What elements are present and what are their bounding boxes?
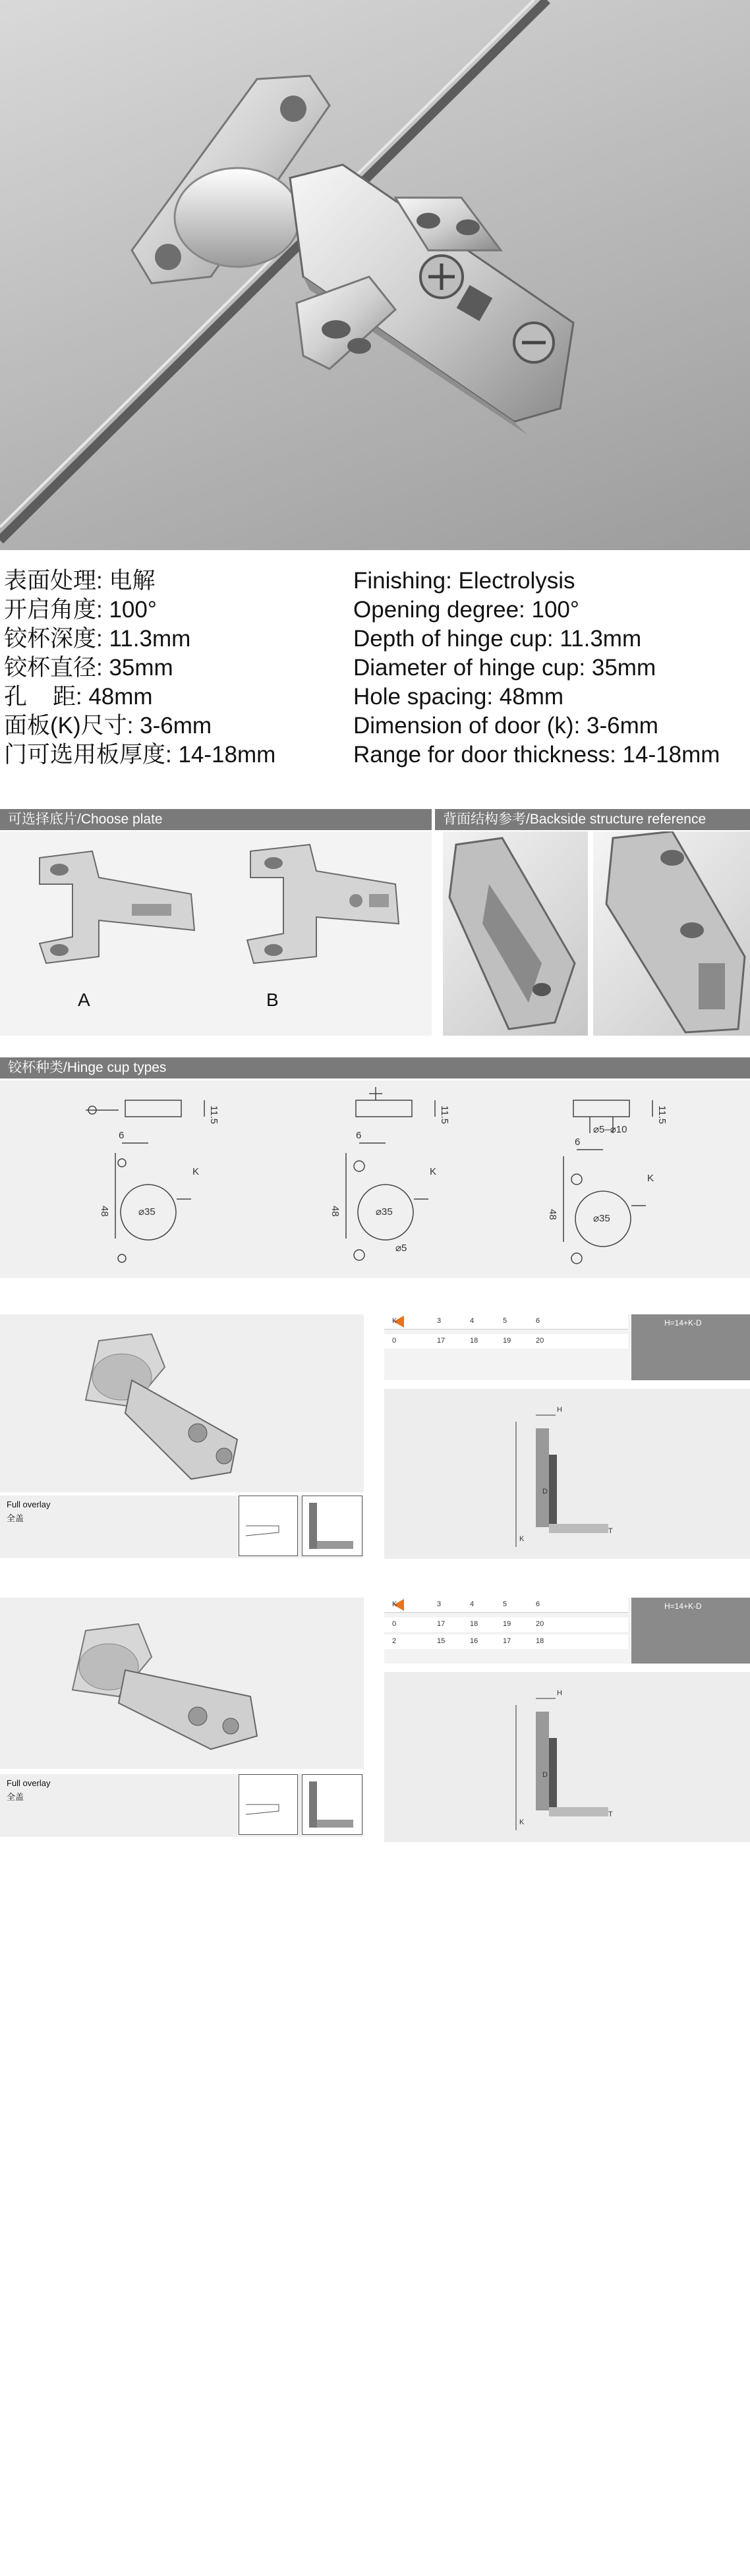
spec-cn-spacing: 孔 距: 48mm xyxy=(4,684,153,710)
cup1-diameter-label: ⌀35 xyxy=(138,1206,156,1218)
spec-cn-thickness: 门可选用板厚度: 14-18mm xyxy=(4,742,276,768)
product2-diagram xyxy=(384,1672,750,1842)
product2-table-row-1 xyxy=(384,1635,628,1649)
product2-diagram-h: H xyxy=(557,1689,562,1697)
product1-row0-3: 17 xyxy=(437,1337,446,1345)
spec-en-opening: Opening degree: 100° xyxy=(353,597,579,623)
product2-overlay-icon-b xyxy=(302,1774,362,1835)
product2-hinge-drawing xyxy=(0,1598,364,1769)
product2-header-4: 4 xyxy=(470,1600,475,1608)
product2-header-3: 3 xyxy=(437,1600,442,1608)
backside-photo-right xyxy=(593,831,750,1036)
product2-row0-d: 0 xyxy=(392,1620,397,1628)
product2-row0-6: 20 xyxy=(536,1620,544,1628)
cup2-offset-label: 6 xyxy=(356,1130,362,1141)
specs-chinese xyxy=(4,567,275,770)
hinge-illustration xyxy=(0,0,750,550)
product2-diagram-d: D xyxy=(542,1771,548,1779)
spec-en-diameter: Diameter of hinge cup: 35mm xyxy=(353,655,656,681)
product1-table xyxy=(384,1314,750,1380)
product2-row0-5: 19 xyxy=(503,1620,511,1628)
product2-diagram-t: T xyxy=(608,1810,613,1818)
product1-photo xyxy=(0,1314,364,1492)
product1-diagram-k: K xyxy=(519,1535,525,1543)
cup1-spacing-label: 48 xyxy=(99,1206,110,1217)
product2-photo xyxy=(0,1598,364,1769)
product1-diagram-d: D xyxy=(542,1488,548,1496)
product2-header-6: 6 xyxy=(536,1600,540,1608)
spec-en-door-dim: Dimension of door (k): 3-6mm xyxy=(353,713,658,739)
product1-row0-4: 18 xyxy=(470,1337,478,1345)
spec-cn-opening: 开启角度: 100° xyxy=(4,597,157,623)
product2-overlay-cn: 全盖 xyxy=(7,1792,24,1802)
product1-overlay-icon-b xyxy=(302,1496,362,1556)
plate-b-label: B xyxy=(266,990,279,1010)
cup3-diameter-label: ⌀35 xyxy=(593,1213,610,1224)
plate-drawings xyxy=(0,831,432,1036)
cup-types-header: 铰杯种类/Hinge cup types xyxy=(0,1057,750,1078)
cup3-k-label: K xyxy=(647,1173,654,1184)
product2-overlay-row xyxy=(0,1774,364,1837)
product1-table-row xyxy=(384,1334,628,1349)
cup2-k-label: K xyxy=(430,1166,437,1177)
product2-row1-6: 18 xyxy=(536,1637,544,1645)
cup3-spacing-label: 48 xyxy=(547,1209,558,1220)
plate-a-label: A xyxy=(78,990,90,1010)
product1-row0-5: 19 xyxy=(503,1337,511,1345)
cup3-height-label: 11.5 xyxy=(656,1106,668,1125)
hero-product-photo xyxy=(0,0,750,550)
backside-header: 背面结构参考/Backside structure reference xyxy=(435,809,750,830)
spec-cn-finishing: 表面处理: 电解 xyxy=(4,568,156,594)
cup-types-panel xyxy=(0,1080,750,1278)
backside-right-drawing xyxy=(593,831,750,1036)
cup3-offset-label: 6 xyxy=(575,1136,581,1148)
product1-table-header xyxy=(384,1314,628,1330)
cup2-spacing-label: 48 xyxy=(330,1206,341,1217)
spec-en-depth: Depth of hinge cup: 11.3mm xyxy=(353,626,642,652)
product1-overlay-icon-a xyxy=(239,1496,298,1556)
spec-en-spacing: Hole spacing: 48mm xyxy=(353,684,564,710)
product1-overlay-row xyxy=(0,1496,364,1558)
product2-row0-4: 18 xyxy=(470,1620,478,1628)
product1-row0-6: 20 xyxy=(536,1337,544,1345)
product2-row0-3: 17 xyxy=(437,1620,446,1628)
product2-header-5: 5 xyxy=(503,1600,507,1608)
product2-install-diagram xyxy=(384,1672,750,1842)
plate-b-drawing xyxy=(247,845,399,963)
product2-row1-5: 17 xyxy=(503,1637,511,1645)
product1-overlay-cn: 全盖 xyxy=(7,1513,24,1523)
spec-en-thickness: Range for door thickness: 14-18mm xyxy=(353,742,720,768)
cup1-offset-label: 6 xyxy=(119,1130,125,1141)
product1-diagram xyxy=(384,1389,750,1559)
product2-overlay-en: Full overlay xyxy=(7,1778,51,1788)
product1-header-k: K xyxy=(392,1317,397,1325)
backside-left-drawing xyxy=(443,831,588,1036)
product1-diagram-h: H xyxy=(557,1406,562,1414)
product2-header-k: K xyxy=(392,1600,397,1608)
product2-overlay-icon-a xyxy=(239,1774,298,1835)
cup1-k-label: K xyxy=(192,1166,200,1177)
cup1-height-label: 11.5 xyxy=(208,1106,219,1125)
product1-overlay-en: Full overlay xyxy=(7,1499,51,1509)
cup-type-drawings xyxy=(0,1080,750,1278)
backside-photo-left xyxy=(443,831,588,1036)
product1-formula-box xyxy=(631,1314,750,1380)
cup2-height-label: 11.5 xyxy=(439,1106,450,1125)
product2-formula: H=14+K-D xyxy=(664,1602,702,1611)
product1-header-4: 4 xyxy=(470,1317,475,1325)
product2-table-header xyxy=(384,1598,628,1613)
specs-english xyxy=(353,567,720,770)
choose-plate-header: 可选择底片/Choose plate xyxy=(0,809,432,830)
product1-header-5: 5 xyxy=(503,1317,507,1325)
spec-cn-door-dim: 面板(K)尺寸: 3-6mm xyxy=(4,713,212,739)
cup2-pin-label: ⌀5 xyxy=(395,1243,407,1254)
product2-table xyxy=(384,1598,750,1664)
product2-formula-box xyxy=(631,1598,750,1664)
product1-diagram-t: T xyxy=(608,1527,613,1535)
cup3-pin-label: ⌀5–⌀10 xyxy=(593,1124,627,1135)
product1-header-3: 3 xyxy=(437,1317,442,1325)
product1-hinge-drawing xyxy=(0,1314,364,1492)
product1-header-6: 6 xyxy=(536,1317,540,1325)
plate-a-drawing xyxy=(40,851,194,963)
product1-row0-d: 0 xyxy=(392,1337,397,1345)
product2-table-row-0 xyxy=(384,1617,628,1632)
product1-install-diagram xyxy=(384,1389,750,1559)
choose-plate-panel xyxy=(0,831,432,1036)
product1-formula: H=14+K-D xyxy=(664,1318,702,1328)
spec-cn-depth: 铰杯深度: 11.3mm xyxy=(4,626,191,652)
product2-diagram-k: K xyxy=(519,1818,525,1826)
spec-cn-diameter: 铰杯直径: 35mm xyxy=(4,655,173,681)
product2-row1-d: 2 xyxy=(392,1637,397,1645)
product2-row1-4: 16 xyxy=(470,1637,478,1645)
product2-row1-3: 15 xyxy=(437,1637,446,1645)
cup2-diameter-label: ⌀35 xyxy=(376,1206,393,1218)
spec-en-finishing: Finishing: Electrolysis xyxy=(353,568,575,594)
